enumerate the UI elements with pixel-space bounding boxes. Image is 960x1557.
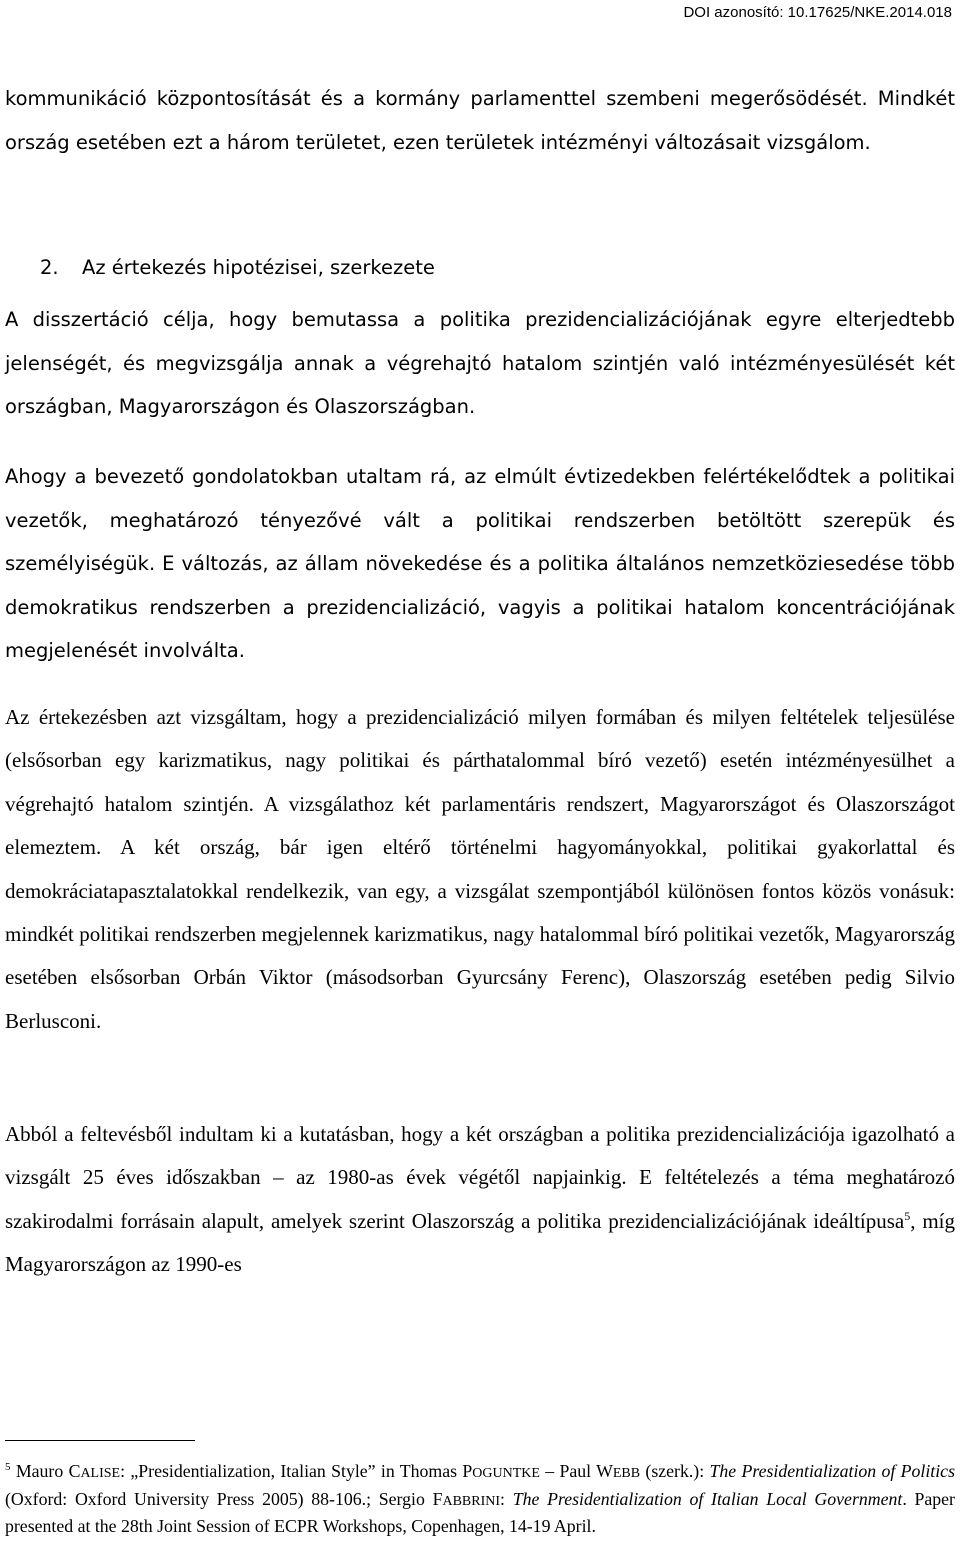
- footnote-text: (Oxford: Oxford University Press 2005) 88-106.; Sergio F: [5, 1488, 443, 1509]
- footnote-text: – Paul W: [539, 1461, 613, 1481]
- footnote-divider: [5, 1440, 195, 1441]
- footnote-title: The Presidentialization of Italian Local Government: [512, 1488, 903, 1509]
- footnote-text: . Paper presented at the 28th Joint Session of ECPR Workshops, Copenhagen, 14-19 April.: [5, 1488, 955, 1536]
- footnote-ref: 5: [904, 1208, 911, 1223]
- paragraph-hypothesis: [5, 1113, 955, 1287]
- footnote: [5, 1459, 955, 1540]
- footnote-text: (szerk.):: [640, 1461, 710, 1481]
- footnote-number: 5: [5, 1461, 11, 1474]
- paragraph-intro: kommunikáció központosítását és a kormány parlamenttel szembeni megerősödését. Mindkét ország esetében ezt a három területet, ezen területek intézményi változásait vizsgálom.: [5, 87, 955, 154]
- footnote-text: Mauro C: [10, 1461, 81, 1481]
- footnote-text: : „Presidentialization, Italian Style” in Thomas P: [120, 1461, 473, 1481]
- paragraph-research: Az értekezésben azt vizsgáltam, hogy a prezidencializáció milyen formában és milyen feltételek teljesülése (elsősorban egy karizmatikus, nagy politikai és párthatalommal bíró vezető) esetén intézményesülhet a végrehajtó hatalom szintjén. A vizsgálathoz két parlamentáris rendszert, Magyarországot és Olaszországot elemeztem. A két ország, bár igen eltérő történelmi hagyományokkal, politikai gyakorlattal és demokráciatapasztalatokkal rendelkezik, van egy, a vizsgálat szempontjából különösen fontos közös vonásuk: mindkét politikai rendszerben megjelennek karizmatikus, nagy hatalommal bíró politikai vezetők, Magyarország esetében elsősorban Orbán Viktor (másodsorban Gyurcsány Ferenc), Olaszország esetében pedig Silvio Berlusconi.: [5, 705, 955, 1033]
- footnote-smallcaps: EBB: [612, 1466, 641, 1481]
- hypothesis-text-b: , míg Magyarországon az 1990-es: [5, 1208, 955, 1277]
- section-heading: [40, 250, 435, 286]
- footnote-smallcaps: ABBRINI: [442, 1493, 501, 1509]
- section-title: Az értekezés hipotézisei, szerkezete: [82, 256, 435, 279]
- paragraph-background: Ahogy a bevezető gondolatokban utaltam rá, az elmúlt évtizedekben felértékelődtek a politikai vezetők, meghatározó tényezővé vált a politikai rendszerben betöltött szerepük és személyiségük. E változás, az állam növekedése és a politika általános nemzetköziesedése több demokratikus rendszerben a prezidencializáció, vagyis a politikai hatalom koncentrációjának megjelenését involválta.: [5, 465, 955, 662]
- paragraph-goal: A disszertáció célja, hogy bemutassa a politika prezidencializációjának egyre elterjedtebb jelenségét, és megvizsgálja annak a végrehajtó hatalom szintjén való intézményesülését két országban, Magyarországon és Olaszországban.: [5, 308, 955, 418]
- hypothesis-text-a: Abból a feltevésből indultam ki a kutatásban, hogy a két országban a politika prezidencializációja igazolható a vizsgált 25 éves időszakban – az 1980-as évek végétől napjainkig. E feltételezés a téma meghatározó szakirodalmi forrásain alapult, amelyek szerint Olaszország a politika prezidencializációjának ideáltípusa: [5, 1122, 955, 1233]
- footnote-title: The Presidentialization of Politics: [709, 1461, 955, 1481]
- footnote-text: :: [500, 1488, 513, 1509]
- section-number: 2.: [40, 256, 59, 279]
- doi-header: DOI azonosító: 10.17625/NKE.2014.018: [683, 4, 952, 21]
- footnote-smallcaps: OGUNTKE: [472, 1466, 540, 1481]
- footnote-smallcaps: ALISE: [80, 1466, 121, 1481]
